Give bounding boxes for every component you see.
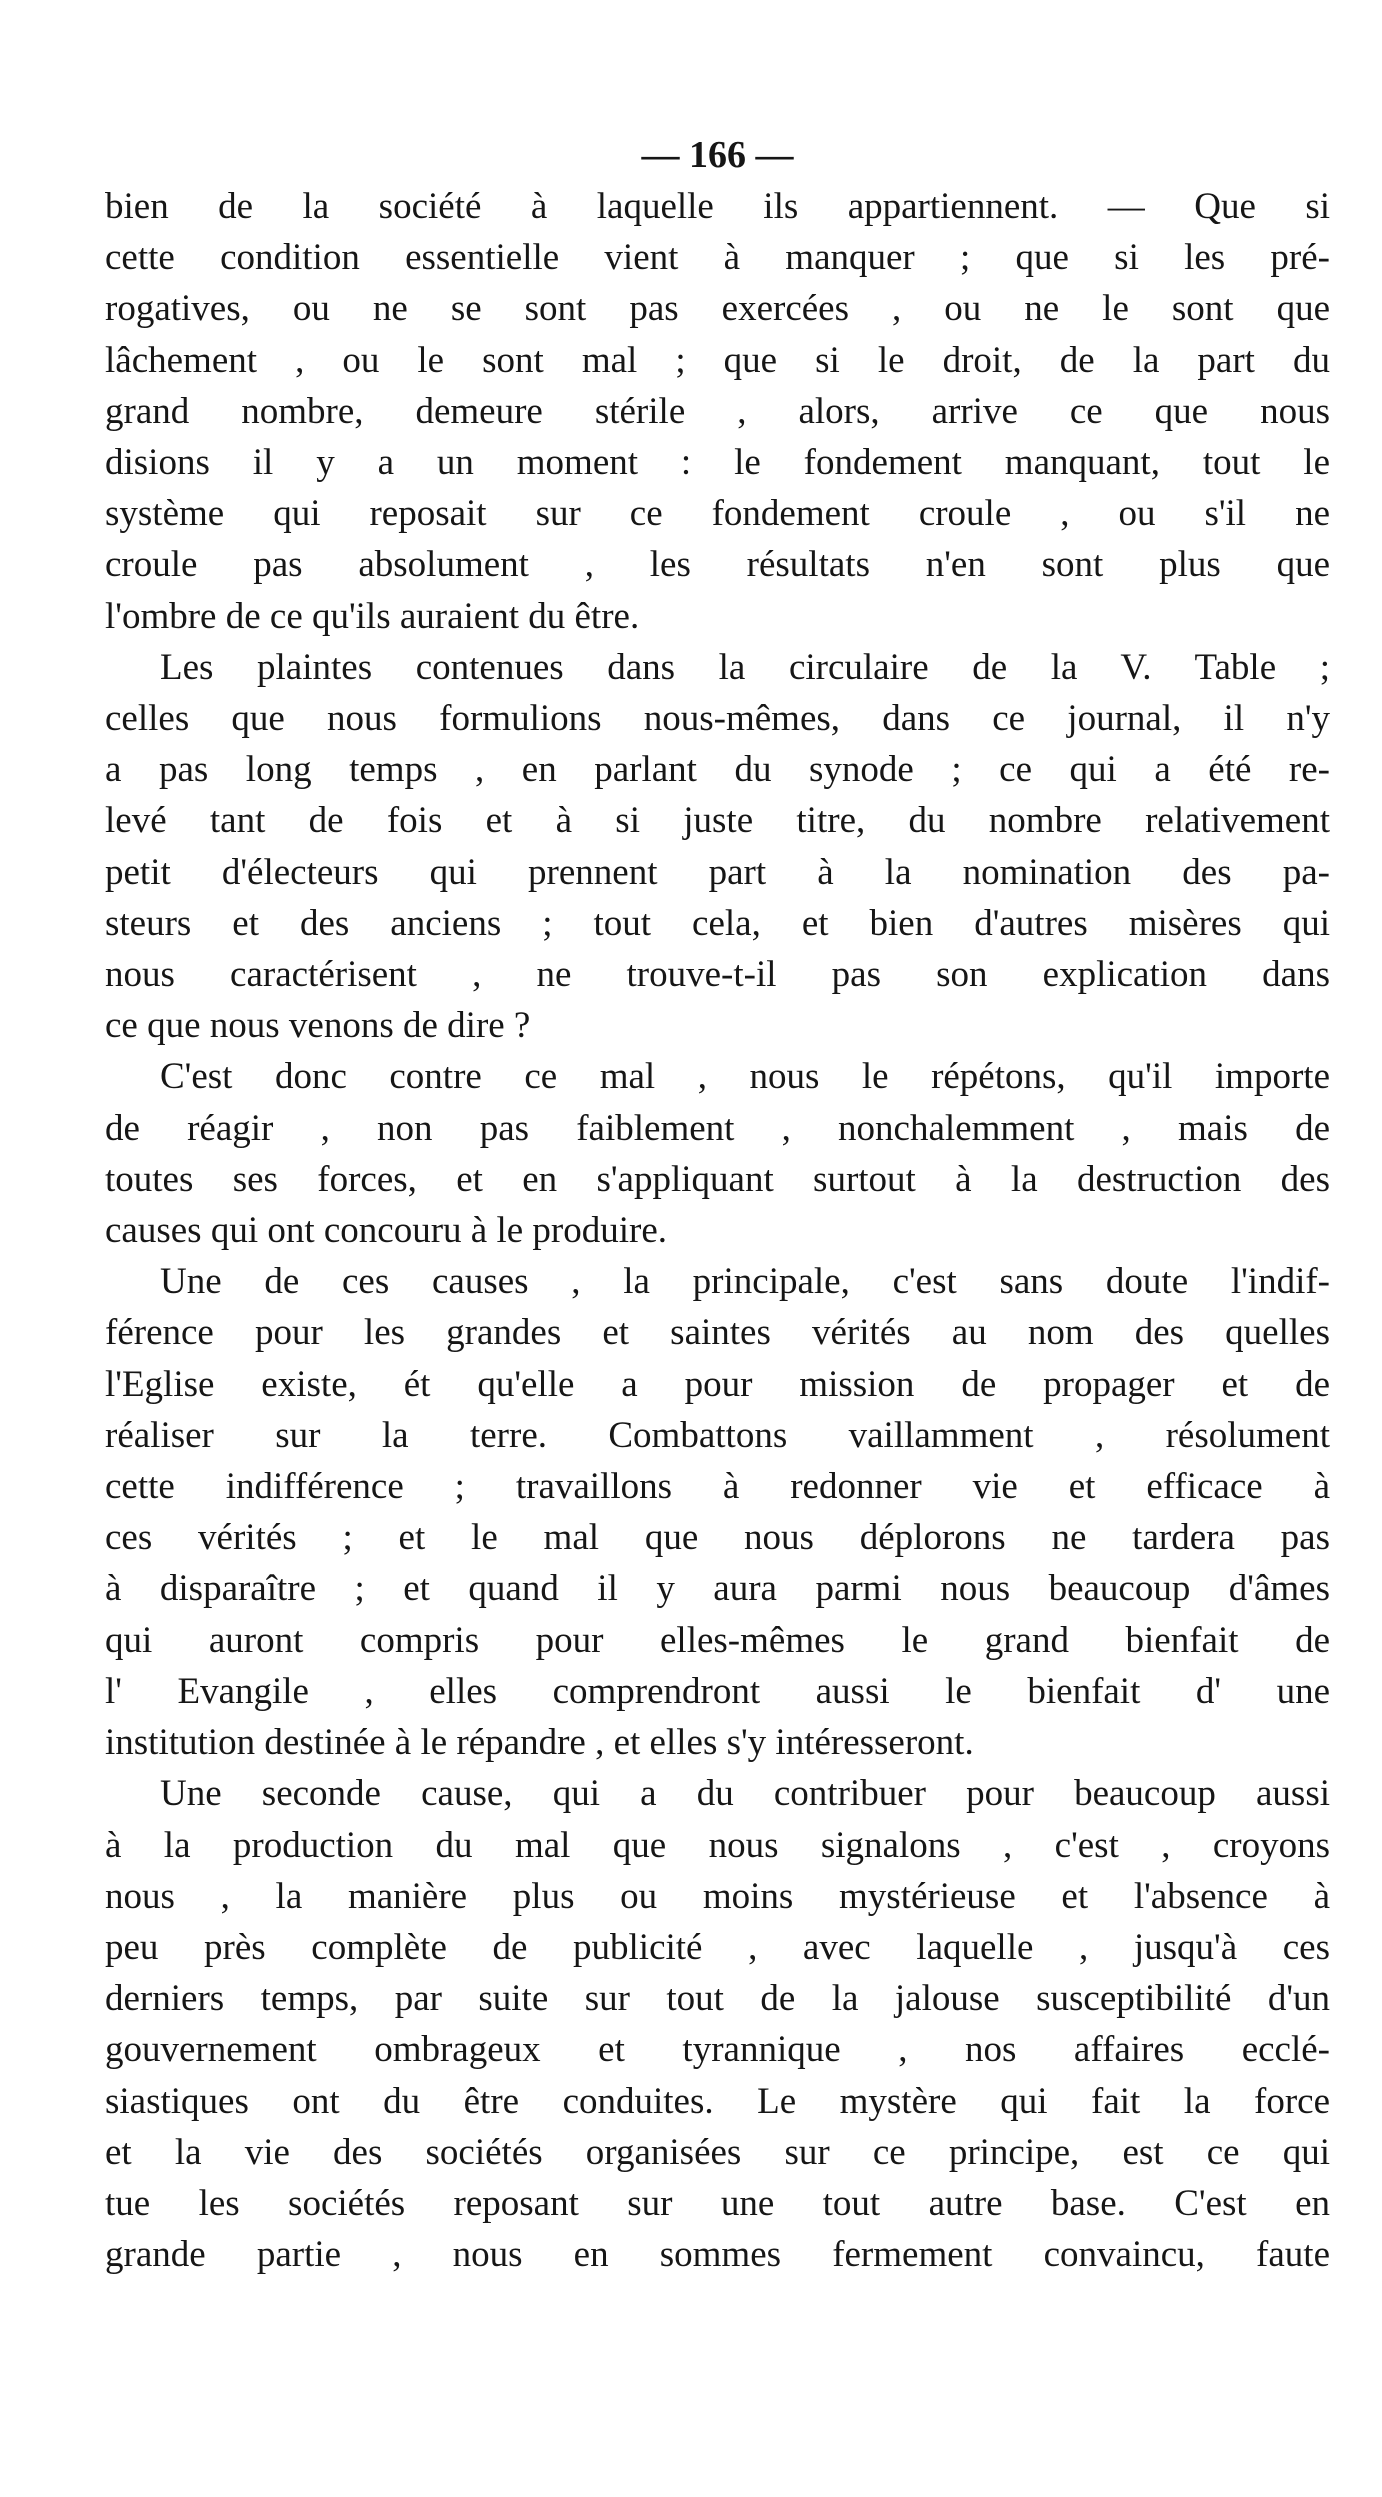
text-line: qui auront compris pour elles-mêmes le grand bienfait de (105, 1619, 1330, 1661)
text-line: l'ombre de ce qu'ils auraient du être. (105, 595, 640, 637)
text-line: ce que nous venons de dire ? (105, 1005, 531, 1047)
text-line: derniers temps, par suite sur tout de la jalouse susceptibilité d'un (105, 1978, 1330, 2020)
paragraph-4 (105, 1256, 1330, 1768)
text-line: cette indifférence ; travaillons à redonner vie et efficace à (105, 1466, 1330, 1508)
text-line: bien de la société à laquelle ils appartiennent. — Que si (105, 186, 1330, 227)
text-line: nous , la manière plus ou moins mystérieuse et l'absence à (105, 1875, 1330, 1917)
text-line: levé tant de fois et à si juste titre, du nombre relativement (105, 800, 1330, 842)
text-line: tue les sociétés reposant sur une tout autre base. C'est en (105, 2182, 1330, 2224)
text-line: cette condition essentielle vient à manquer ; que si les pré- (105, 237, 1330, 279)
text-line: Une seconde cause, qui a du contribuer pour beaucoup aussi (160, 1773, 1330, 1815)
text-line: grande partie , nous en sommes fermement convaincu, faute (105, 2234, 1330, 2276)
text-line: l'Eglise existe, ét qu'elle a pour mission de propager et de (105, 1363, 1330, 1405)
text-line: à disparaître ; et quand il y aura parmi nous beaucoup d'âmes (105, 1568, 1330, 1610)
page (105, 130, 1330, 2280)
text-line: rogatives, ou ne se sont pas exercées , ou ne le sont que (105, 288, 1330, 330)
text-line: Une de ces causes , la principale, c'est sans doute l'indif- (160, 1261, 1330, 1303)
text-line: institution destinée à le répandre , et elles s'y intéresseront. (105, 1722, 974, 1764)
text-line: de réagir , non pas faiblement , nonchalemment , mais de (105, 1107, 1330, 1149)
text-line: peu près complète de publicité , avec laquelle , jusqu'à ces (105, 1926, 1330, 1968)
text-line: C'est donc contre ce mal , nous le répétons, qu'il importe (160, 1056, 1330, 1098)
text-line: lâchement , ou le sont mal ; que si le droit, de la part du (105, 339, 1330, 381)
text-line: à la production du mal que nous signalons , c'est , croyons (105, 1824, 1330, 1866)
text-line: siastiques ont du être conduites. Le mystère qui fait la force (105, 2080, 1330, 2122)
text-line: gouvernement ombrageux et tyrannique , nos affaires ecclé- (105, 2029, 1330, 2071)
text-line: Les plaintes contenues dans la circulaire de la V. Table ; (160, 646, 1330, 688)
text-line: l' Evangile , elles comprendront aussi le bienfait d' une (105, 1670, 1330, 1712)
text-line: réaliser sur la terre. Combattons vaillamment , résolument (105, 1414, 1330, 1456)
text-line: toutes ses forces, et en s'appliquant surtout à la destruction des (105, 1158, 1330, 1200)
page-number: — 166 — (641, 134, 794, 176)
text-line: ces vérités ; et le mal que nous déplorons ne tardera pas (105, 1517, 1330, 1559)
text-line: férence pour les grandes et saintes vérités au nom des quelles (105, 1312, 1330, 1354)
text-line: disions il y a un moment : le fondement manquant, tout le (105, 442, 1330, 484)
text-line: causes qui ont concouru à le produire. (105, 1210, 668, 1252)
text-line: petit d'électeurs qui prennent part à la nomination des pa- (105, 851, 1330, 893)
text-line: nous caractérisent , ne trouve-t-il pas son explication dans (105, 954, 1330, 996)
text-line: croule pas absolument , les résultats n'en sont plus que (105, 544, 1330, 586)
paragraph-2 (105, 642, 1330, 1052)
text-line: et la vie des sociétés organisées sur ce principe, est ce qui (105, 2131, 1330, 2173)
paragraph-3 (105, 1051, 1330, 1256)
text-line: système qui reposait sur ce fondement croule , ou s'il ne (105, 493, 1330, 535)
text-line: steurs et des anciens ; tout cela, et bien d'autres misères qui (105, 902, 1330, 944)
text-line: grand nombre, demeure stérile , alors, arrive ce que nous (105, 390, 1330, 432)
paragraph-1 (105, 181, 1330, 642)
paragraph-5 (105, 1768, 1330, 2280)
text-line: celles que nous formulions nous-mêmes, dans ce journal, il n'y (105, 698, 1330, 740)
text-line: a pas long temps , en parlant du synode ; ce qui a été re- (105, 749, 1330, 791)
